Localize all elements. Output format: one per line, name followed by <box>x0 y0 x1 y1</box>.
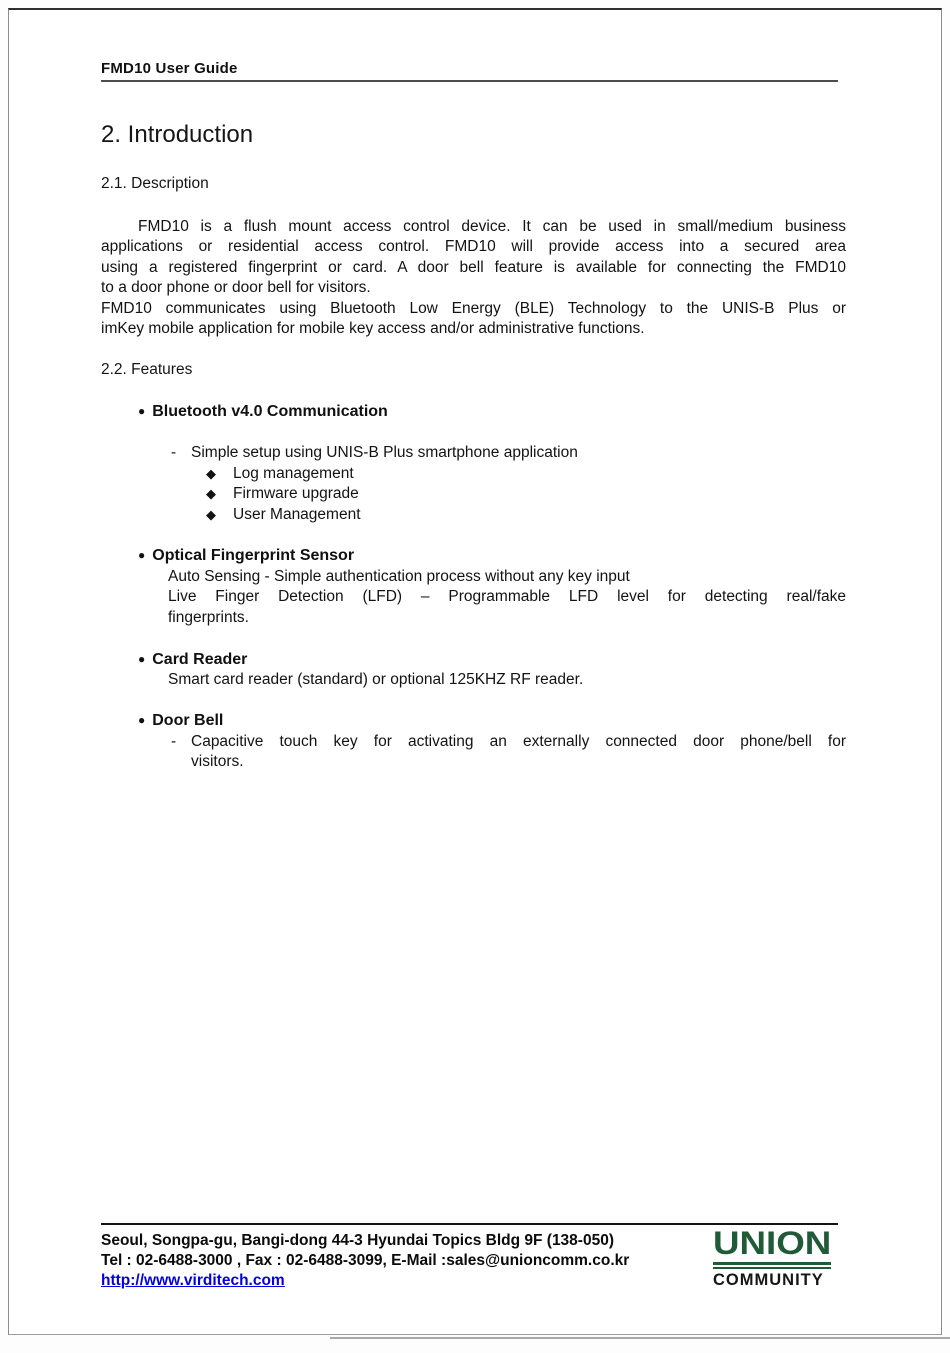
diamond-icon: ◆ <box>206 466 216 481</box>
list-item-label: User Management <box>233 505 361 523</box>
feature-bluetooth-dash-item <box>101 443 846 463</box>
bullet-icon: ● <box>138 548 146 562</box>
feature-body-line: Auto Sensing - Simple authentication process without any key input <box>168 568 630 585</box>
heading-description: 2.1. Description <box>101 175 209 192</box>
feature-title <box>101 401 846 422</box>
document-page <box>8 8 942 1335</box>
bullet-icon: ● <box>138 404 146 418</box>
feature-fingerprint-body <box>101 567 846 628</box>
logo-bar <box>713 1262 831 1265</box>
feature-title-label: Optical Fingerprint Sensor <box>152 547 355 564</box>
feature-doorbell-body <box>101 732 846 773</box>
dash-icon: - <box>171 733 177 750</box>
feature-bluetooth-title-row <box>101 401 846 422</box>
feature-doorbell-title-row <box>101 710 846 731</box>
list-item-label: Firmware upgrade <box>233 485 359 503</box>
diamond-icon: ◆ <box>206 486 216 502</box>
feature-bluetooth-sub-list <box>101 464 846 525</box>
section-title-introduction: 2. Introduction <box>101 121 254 148</box>
bullet-icon: ● <box>138 713 146 727</box>
logo-wordmark: UNION <box>713 1225 832 1262</box>
feature-body-line: Smart card reader (standard) or optional 125KHZ RF reader. <box>168 671 584 688</box>
feature-cardreader-body <box>101 670 846 690</box>
feature-cardreader-title-row <box>101 649 846 670</box>
dash-item-text: Simple setup using UNIS-B Plus smartphone application <box>191 444 578 461</box>
feature-title <box>101 649 846 670</box>
paragraph-line: FMD10 communicates using Bluetooth Low Energy (BLE) Technology to the UNIS-B Plus or <box>101 299 846 317</box>
page-bottom-scan-line <box>330 1337 950 1339</box>
feature-body-line: Live Finger Detection (LFD) – Programmable LFD level for detecting real/fake <box>168 588 846 606</box>
logo-subword: COMMUNITY <box>713 1271 824 1289</box>
header-rule <box>101 80 838 82</box>
footer-website-link[interactable]: http://www.virditech.com <box>101 1272 285 1289</box>
dash-icon: - <box>171 444 177 461</box>
paragraph-line: imKey mobile application for mobile key access and/or administrative functions. <box>101 320 645 338</box>
footer-address: Seoul, Songpa-gu, Bangi-dong 44-3 Hyundai Topics Bldg 9F (138-050) <box>101 1232 614 1249</box>
bullet-icon: ● <box>138 652 146 666</box>
feature-body-line: fingerprints. <box>168 608 249 626</box>
list-item <box>101 484 846 504</box>
feature-title-label: Bluetooth v4.0 Communication <box>152 403 388 420</box>
paragraph-line: applications or residential access control. FMD10 will provide access into a secured area <box>101 238 846 256</box>
footer-contact: Tel : 02-6488-3000 , Fax : 02-6488-3099, E-Mail :sales@unioncomm.co.kr <box>101 1252 630 1269</box>
heading-features: 2.2. Features <box>101 361 193 378</box>
list-item-label: Log management <box>233 465 354 482</box>
feature-title-label: Card Reader <box>152 651 248 668</box>
description-paragraphs <box>101 217 846 339</box>
paragraph-line: using a registered fingerprint or card. A door bell feature is available for connecting the FMD10 <box>101 258 846 276</box>
feature-title <box>101 545 846 566</box>
logo-bar <box>713 1267 831 1269</box>
diamond-icon: ◆ <box>206 506 216 522</box>
dash-item-line: Capacitive touch key for activating an externally connected door phone/bell for <box>191 733 846 750</box>
page-header-title: FMD10 User Guide <box>101 60 238 77</box>
footer-contact-block <box>101 1231 721 1291</box>
paragraph-line: FMD10 is a flush mount access control device. It can be used in small/medium business <box>138 218 846 235</box>
paragraph-line: to a door phone or door bell for visitors. <box>101 279 371 297</box>
feature-title <box>101 710 846 731</box>
dash-item-line: visitors. <box>191 753 244 771</box>
feature-fingerprint-title-row <box>101 545 846 566</box>
list-item <box>101 505 846 525</box>
union-community-logo <box>713 1225 835 1290</box>
feature-title-label: Door Bell <box>152 712 224 729</box>
list-item <box>101 464 846 484</box>
